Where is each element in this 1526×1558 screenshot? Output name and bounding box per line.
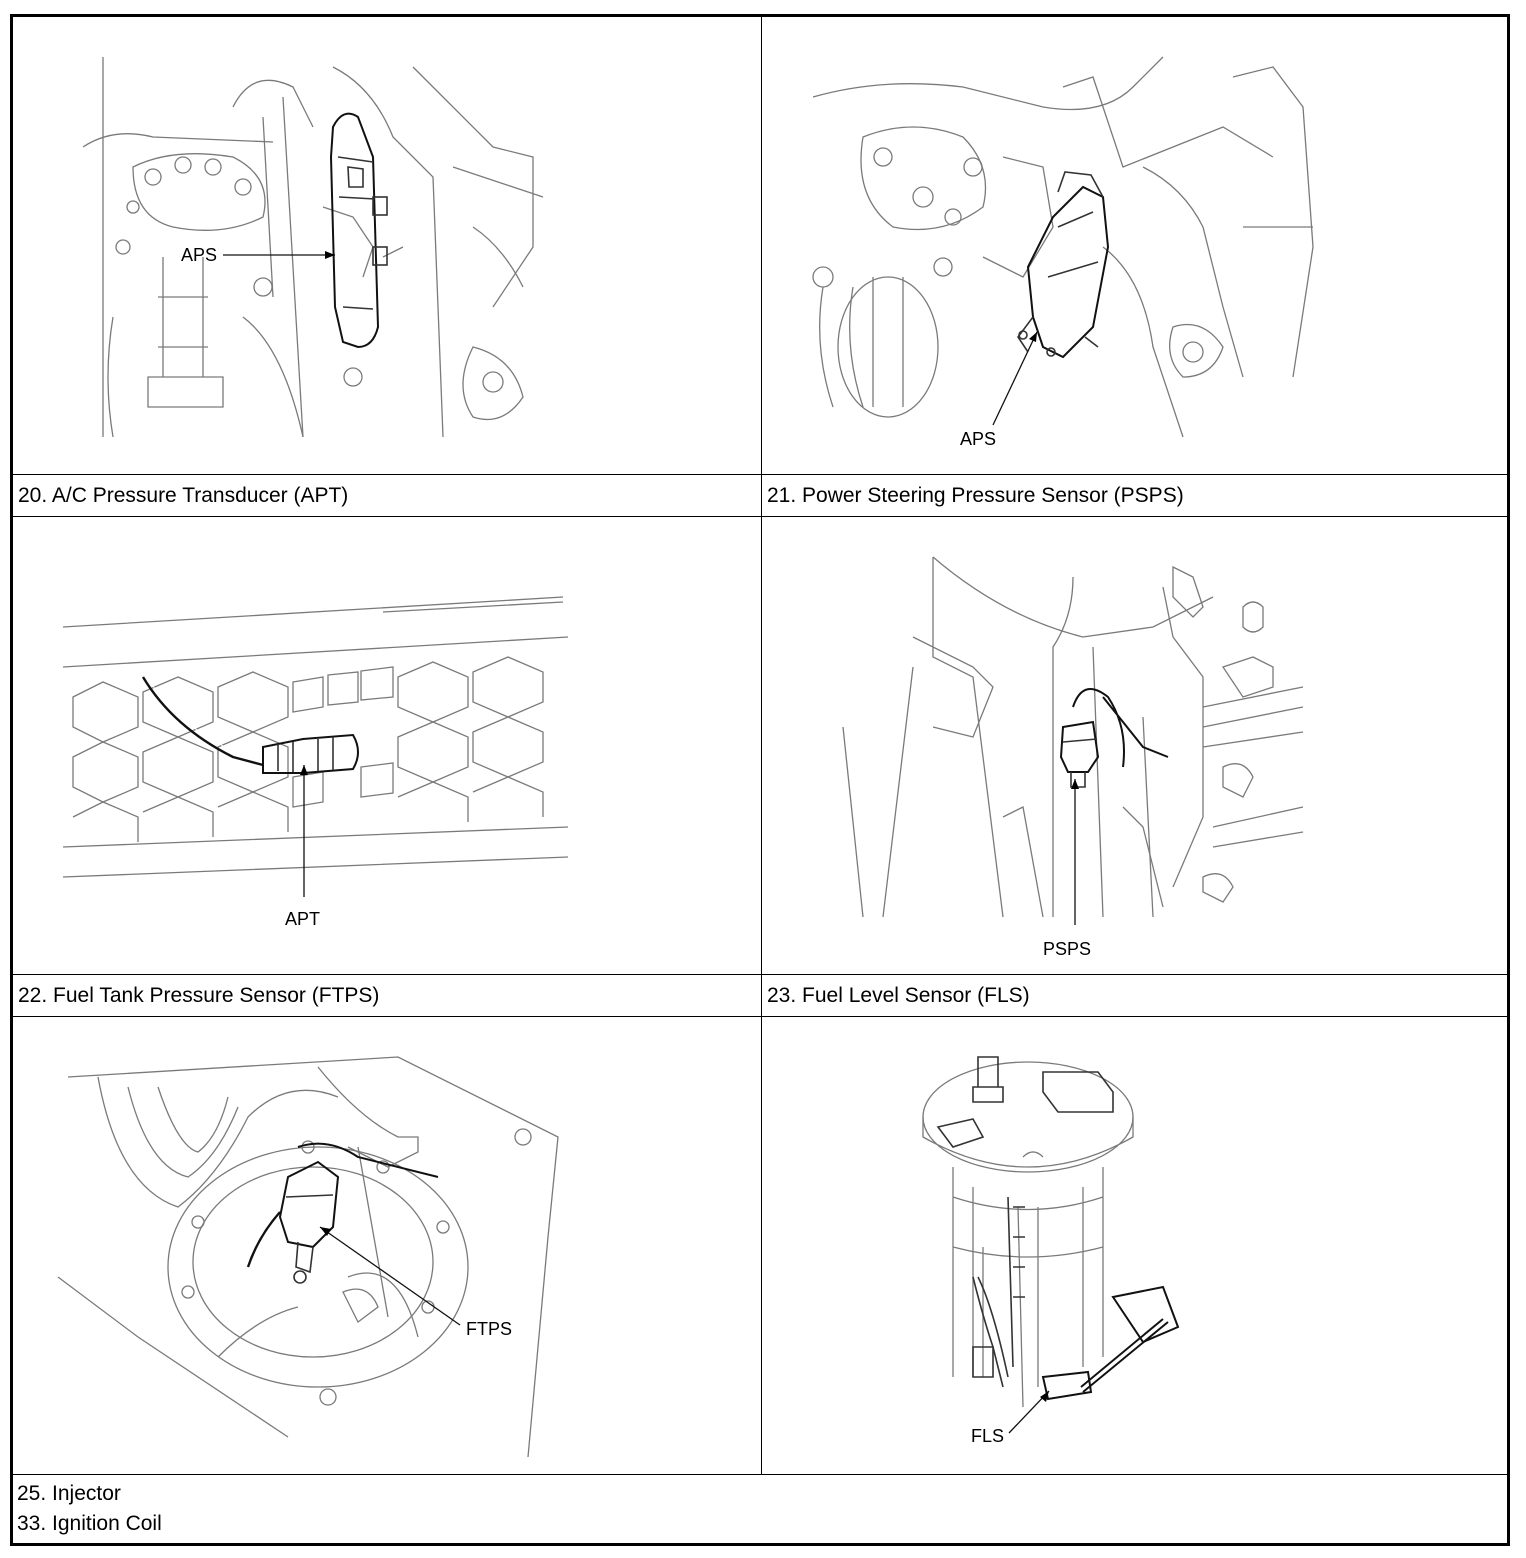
fls-fuel-pump-illustration [913,1047,1243,1447]
row-divider [13,974,1507,975]
caption-fls: 23. Fuel Level Sensor (FLS) [767,984,1030,1007]
column-divider [761,17,762,1474]
ftps-fuel-tank-illustration [58,1057,578,1457]
row-divider [13,1016,1507,1017]
footer-item-ignition-coil: 33. Ignition Coil [17,1512,162,1535]
callout-label: APS [960,429,997,449]
aps-pedal-illustration-right [803,47,1323,447]
row-divider [13,1474,1507,1475]
grille-honeycomb [73,657,543,842]
row-divider [13,474,1507,475]
caption-apt: 20. A/C Pressure Transducer (APT) [18,484,349,507]
footer-item-injector: 25. Injector [17,1482,121,1505]
parts-table [10,14,1510,1546]
apt-grille-illustration [63,587,573,929]
callout-label: FTPS [466,1319,513,1339]
aps-pedal-illustration-left [73,47,553,447]
caption-psps: 21. Power Steering Pressure Sensor (PSPS) [767,484,1184,507]
row-divider [13,516,1507,517]
callout-label: PSPS [1043,939,1092,959]
caption-ftps: 22. Fuel Tank Pressure Sensor (FTPS) [18,984,380,1007]
psps-illustration [823,557,1313,957]
callout-label: APS [181,245,218,265]
callout-label: APT [285,909,321,929]
callout-label: FLS [971,1426,1005,1446]
